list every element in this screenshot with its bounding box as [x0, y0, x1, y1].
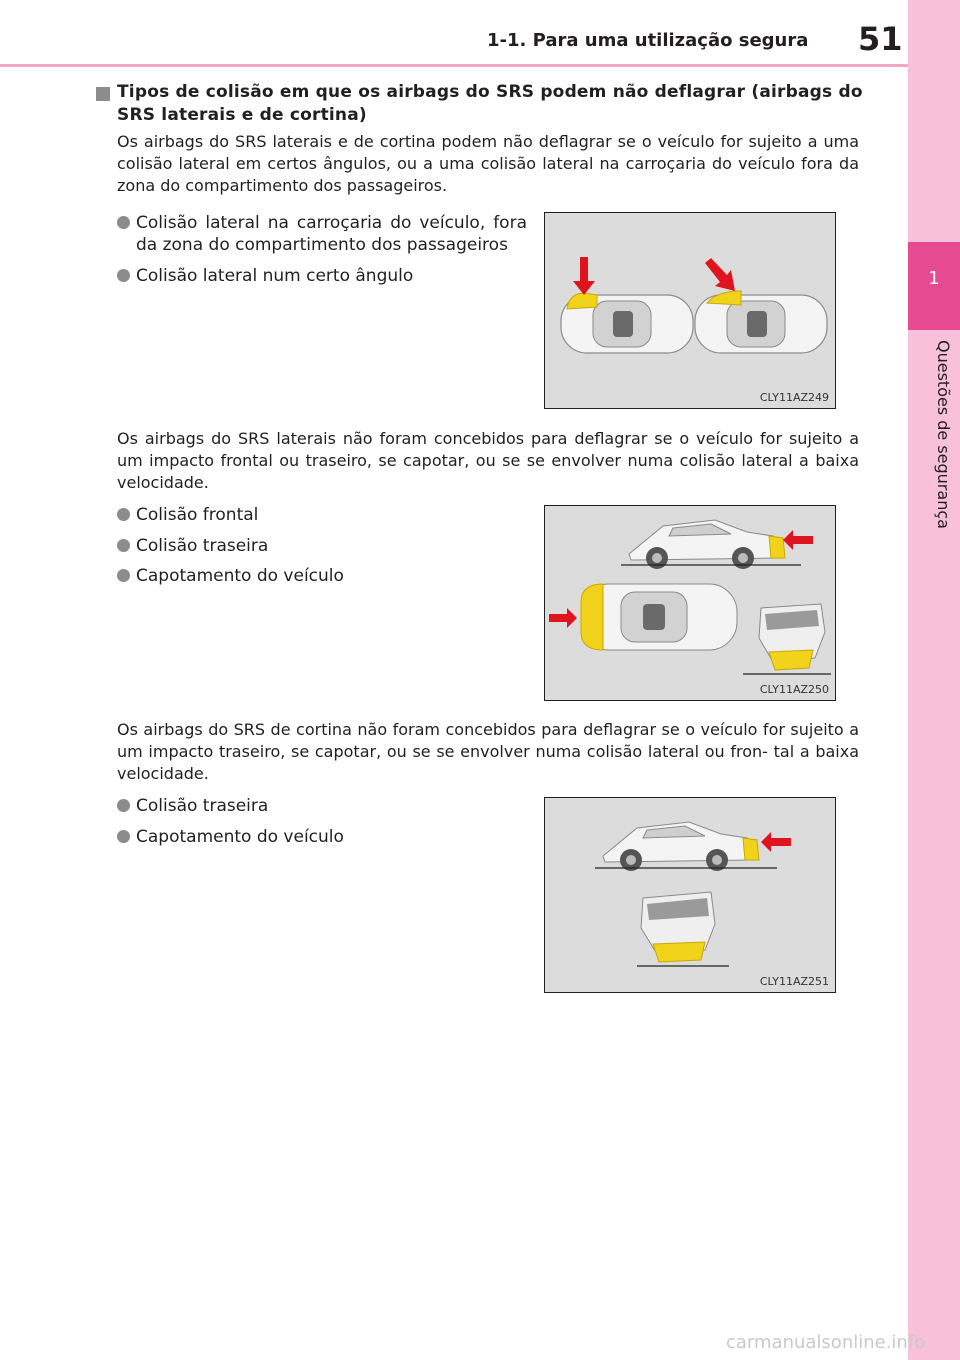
section-heading-text: Tipos de colisão em que os airbags do SRS podem não deflagrar (airbags do SRS laterais e de cortina) — [117, 82, 863, 125]
car-top-view-icon — [561, 293, 693, 353]
figure-code: CLY11AZ250 — [759, 683, 829, 696]
car-top-view-icon — [695, 291, 827, 353]
car-top-view-icon — [581, 584, 737, 650]
list-item-text: Colisão lateral na carroçaria do veículo, fora da zona do compartimento dos passageiros — [136, 213, 527, 255]
bullet-dot-icon — [117, 269, 130, 282]
figure-rear-rollover — [544, 797, 836, 993]
rear-impact-arrow-icon — [761, 832, 791, 852]
figure-frontal-rear-rollover-drawing — [545, 506, 835, 700]
bullet-dot-icon — [117, 539, 130, 552]
bullet-dot-icon — [117, 830, 130, 843]
paragraph-2: Os airbags do SRS laterais não foram concebidos para deflagrar se o veículo for sujeito a um impacto frontal ou traseiro, se capotar, ou se se envolver numa colisão lateral a baixa velocidade. — [117, 429, 859, 492]
header-rule — [0, 64, 908, 67]
paragraph-3: Os airbags do SRS de cortina não foram concebidos para deflagrar se o veículo for sujeito a um impacto traseiro, se capotar, ou se se envolver numa colisão lateral ou fron- tal a baixa velocidade. — [117, 720, 859, 783]
site-watermark: carmanualsonline.info — [726, 1332, 926, 1353]
section-heading — [95, 81, 865, 127]
list-item — [117, 565, 527, 587]
figure-code: CLY11AZ251 — [759, 975, 829, 988]
list-item — [117, 826, 527, 848]
chapter-label: Questões de segurança — [934, 340, 953, 529]
impact-arrow-icon — [573, 257, 595, 295]
frontal-impact-arrow-icon — [549, 608, 577, 628]
bullet-dot-icon — [117, 799, 130, 812]
list-item-text: Capotamento do veículo — [136, 827, 344, 847]
running-header-title: 1-1. Para uma utilização segura — [487, 30, 809, 51]
car-side-view-icon — [603, 822, 759, 871]
figure-frontal-rear-rollover — [544, 505, 836, 701]
figure-code: CLY11AZ249 — [759, 391, 829, 404]
bullet-dot-icon — [117, 508, 130, 521]
list-item — [117, 535, 527, 557]
car-side-view-icon — [629, 520, 785, 569]
figure-side-impact-drawing — [545, 213, 835, 408]
bullet-dot-icon — [117, 216, 130, 229]
car-rollover-icon — [641, 892, 715, 962]
page-number: 51 — [858, 20, 903, 58]
list-item-text: Colisão frontal — [136, 505, 259, 525]
car-rollover-icon — [759, 604, 825, 670]
list-item-text: Colisão lateral num certo ângulo — [136, 266, 414, 286]
list-item — [117, 265, 527, 287]
rear-impact-arrow-icon — [783, 530, 813, 550]
list-item — [117, 504, 527, 526]
list-item-text: Capotamento do veículo — [136, 566, 344, 586]
list-item — [117, 212, 527, 256]
figure-rear-rollover-drawing — [545, 798, 835, 992]
list-item-text: Colisão traseira — [136, 536, 269, 556]
paragraph-1: Os airbags do SRS laterais e de cortina podem não deflagrar se o veículo for sujeito a uma colisão lateral em certos ângulos, ou a uma colisão lateral na carroçaria do veículo fora da zona do compartimento dos passageiros. — [117, 132, 859, 195]
chapter-side-tab — [908, 0, 960, 1360]
list-item — [117, 795, 527, 817]
figure-side-impact — [544, 212, 836, 409]
chapter-number: 1 — [928, 268, 940, 289]
angled-impact-arrow-icon — [705, 258, 735, 291]
bullet-dot-icon — [117, 569, 130, 582]
list-item-text: Colisão traseira — [136, 796, 269, 816]
